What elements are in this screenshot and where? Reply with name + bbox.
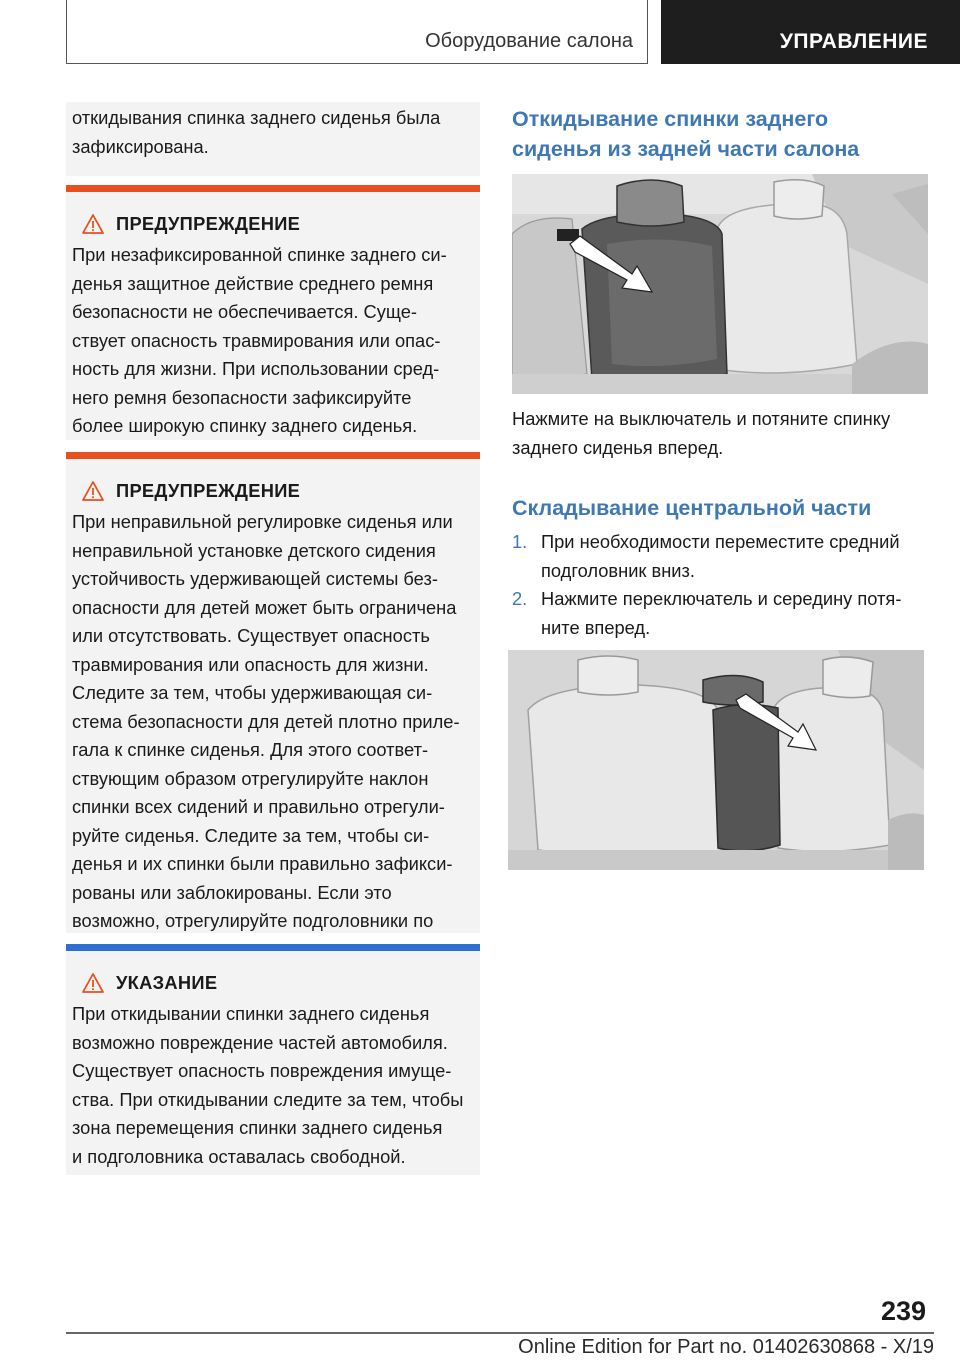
warning-line: безопасности не обеспечивается. Суще- (72, 301, 417, 322)
warning-triangle-icon (82, 481, 104, 501)
header-section-title: Оборудование салона (425, 30, 633, 52)
heading-line: Откидывание спинки заднего (512, 107, 829, 131)
notice-box (66, 951, 480, 1175)
warning-line: денья защитное действие среднего ремня (72, 272, 434, 294)
notice-bar (66, 944, 480, 951)
heading-line: сиденья из задней части салона (512, 137, 860, 161)
step-line: подголовник вниз. (541, 559, 695, 581)
warning-line: При незафиксированной спинке заднего си- (72, 244, 447, 265)
warning-line: При неправильной регулировке сиденья или (72, 511, 453, 532)
figure-center-section-fold (508, 650, 924, 870)
caption-fold-from-rear (512, 405, 932, 462)
warning-triangle-icon (82, 214, 104, 234)
warning-line: ность для жизни. При использовании сред- (72, 358, 440, 379)
intro-box (66, 102, 480, 176)
warning-line: денья и их спинки были правильно зафикси- (72, 853, 453, 874)
header-chapter-title: УПРАВЛЕНИЕ (779, 30, 928, 53)
page-number: 239 (880, 1296, 926, 1326)
warning-line: возможно, отрегулируйте подголовники по (72, 910, 434, 931)
step-line: ните вперед. (541, 616, 651, 638)
header-section-tab (66, 0, 648, 64)
center-seat-illustration (508, 650, 924, 870)
warning-box-2 (66, 459, 480, 933)
warning-title: ПРЕДУПРЕЖДЕНИЕ (116, 213, 301, 234)
step-2 (512, 585, 932, 642)
warning-line: стема безопасности для детей плотно приле- (72, 710, 460, 732)
notice-line: зона перемещения спинки заднего сиденья (72, 1117, 443, 1138)
warning-line: ствующим образом отрегулируйте наклон (72, 767, 429, 789)
step-line: При необходимости переместите средний (541, 531, 900, 552)
warning-line: него ремня безопасности зафиксируйте (72, 386, 412, 408)
notice-line: Существует опасность повреждения имуще- (72, 1060, 452, 1081)
warning-line: руйте сиденья. Следите за тем, чтобы си- (72, 824, 430, 846)
warning-line: гала к спинке сиденья. Для этого соответ- (72, 739, 429, 760)
figure-rear-seat-fold (512, 174, 928, 394)
notice-title: УКАЗАНИЕ (116, 972, 218, 993)
warning-line: спинки всех сидений и правильно отрегули- (72, 796, 445, 817)
header-chapter-tab (661, 0, 960, 64)
intro-line: откидывания спинка заднего сиденья была (72, 107, 441, 128)
footer-divider (66, 1332, 934, 1334)
warning-line: опасности для детей может быть ограничена (72, 596, 457, 618)
step-number: 1. (512, 531, 528, 552)
intro-line: зафиксирована. (72, 135, 209, 157)
notice-line: и подголовника оставалась свободной. (72, 1145, 406, 1167)
step-1 (512, 528, 932, 585)
warning-bar (66, 452, 480, 459)
warning-line: или отсутствовать. Существует опасность (72, 625, 430, 646)
step-text (541, 528, 932, 585)
warning-line: Следите за тем, чтобы удерживающая си- (72, 682, 433, 703)
rear-seat-illustration (512, 174, 928, 394)
caption-line: Нажмите на выключатель и потяните спинку (512, 408, 891, 429)
warning-title: ПРЕДУПРЕЖДЕНИЕ (116, 480, 301, 501)
notice-triangle-icon (82, 973, 104, 993)
warning-line: неправильной установке детского сидения (72, 539, 436, 561)
warning-line: рованы или заблокированы. Если это (72, 881, 392, 903)
caption-line: заднего сиденья вперед. (512, 436, 724, 458)
step-number: 2. (512, 588, 528, 609)
warning-line: травмирования или опасность для жизни. (72, 653, 429, 675)
warning-bar (66, 185, 480, 192)
section-heading-center-fold: Складывание центральной части (512, 496, 872, 520)
notice-line: возможно повреждение частей автомобиля. (72, 1031, 448, 1053)
section-heading-fold-from-rear (512, 104, 932, 164)
notice-line: При откидывании спинки заднего сиденья (72, 1003, 430, 1024)
warning-line: ствует опасность травмирования или опас- (72, 329, 441, 351)
warning-line: устойчивость удерживающей системы без- (72, 568, 438, 589)
warning-box-1 (66, 192, 480, 440)
footer-edition: Online Edition for Part no. 01402630868 - X/19 (518, 1336, 934, 1358)
step-line: Нажмите переключатель и середину потя- (541, 588, 902, 609)
notice-line: ства. При откидывании следите за тем, чтобы (72, 1088, 464, 1110)
notice-header (72, 968, 472, 998)
warning-line: более широкую спинку заднего сиденья. (72, 415, 418, 436)
warning-header (72, 476, 472, 506)
step-text (541, 585, 932, 642)
warning-header (72, 209, 472, 239)
